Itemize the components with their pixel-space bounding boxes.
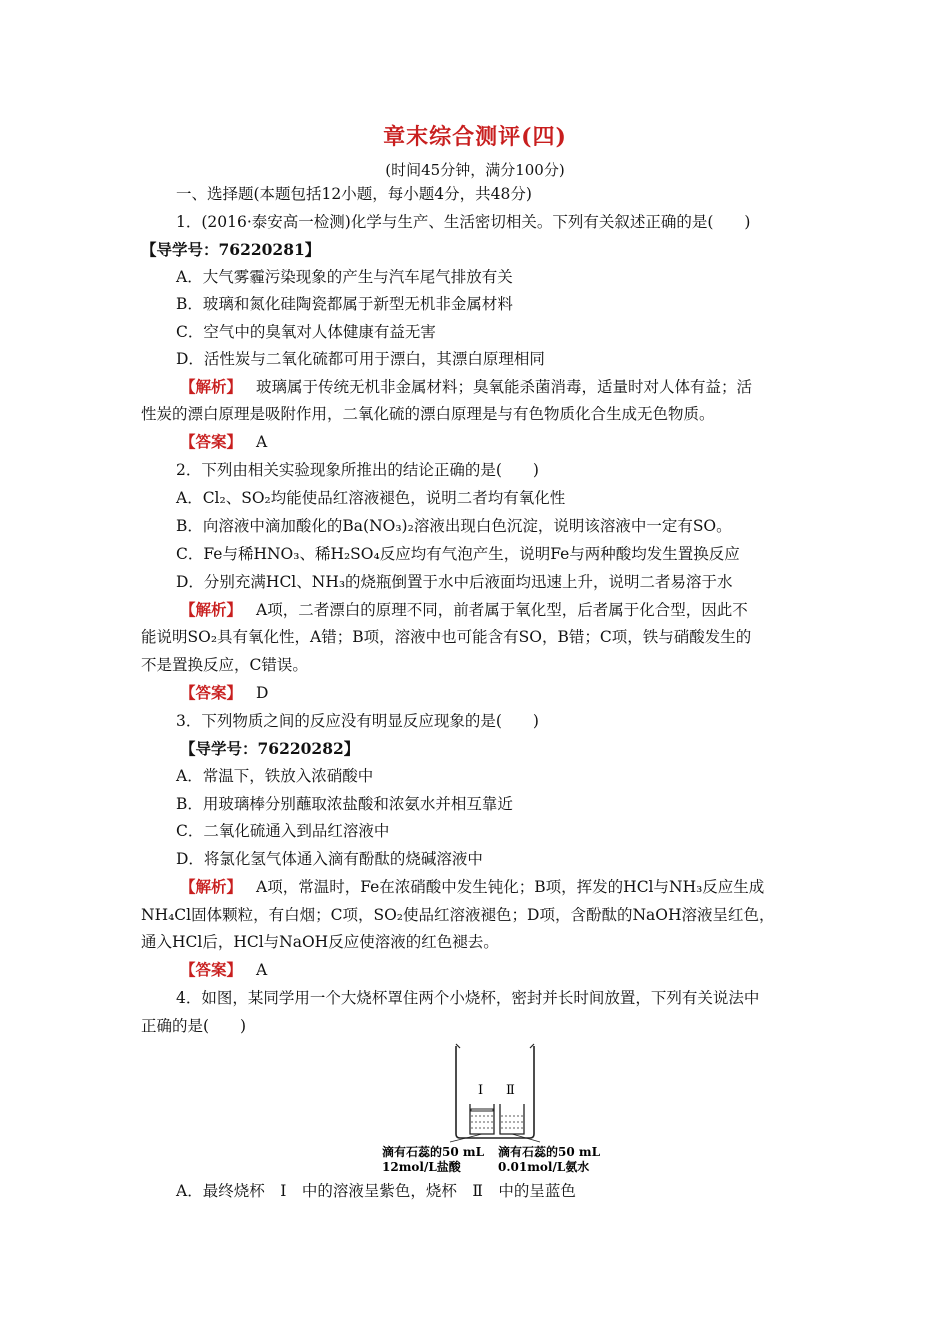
question-2-option-d: D．分别充满HCl、NH₃的烧瓶倒置于水中后液面均迅速上升，说明二者易溶于水 — [176, 573, 733, 591]
question-1-stem: 1．(2016·泰安高一检测)化学与生产、生活密切相关。下列有关叙述正确的是( ) — [176, 213, 751, 231]
question-2-analysis-line-1: 【解析】 A项，二者漂白的原理不同，前者属于氧化型，后者属于化合型，因此不 — [180, 600, 748, 619]
question-3-option-d: D．将氯化氢气体通入滴有酚酞的烧碱溶液中 — [176, 850, 483, 868]
question-2-option-a: A．Cl₂、SO₂均能使品红溶液褪色，说明二者均有氧化性 — [176, 489, 566, 507]
beaker-1-caption-line-2: 12mol/L盐酸 — [382, 1160, 461, 1174]
question-3-option-a: A．常温下，铁放入浓硝酸中 — [176, 767, 374, 785]
beaker-2-label: Ⅱ — [506, 1083, 515, 1098]
page-title: 章末综合测评(四) — [383, 124, 567, 150]
question-2-stem: 2．下列由相关实验现象所推出的结论正确的是( ) — [176, 461, 539, 479]
question-1-option-b: B．玻璃和氮化硅陶瓷都属于新型无机非金属材料 — [176, 295, 513, 313]
question-4-stem-line-1: 4．如图，某同学用一个大烧杯罩住两个小烧杯，密封并长时间放置，下列有关说法中 — [176, 989, 760, 1007]
question-2-option-b: B．向溶液中滴加酸化的Ba(NO₃)₂溶液出现白色沉淀，说明该溶液中一定有SO。 — [176, 517, 732, 535]
question-1-analysis-line-1: 【解析】 玻璃属于传统无机非金属材料；臭氧能杀菌消毒，适量时对人体有益；活 — [180, 377, 753, 396]
question-3-analysis-line-3: 通入HCl后，HCl与NaOH反应使溶液的红色褪去。 — [141, 933, 499, 951]
section-heading: 一、选择题(本题包括12小题，每小题4分，共48分) — [176, 185, 532, 203]
question-3-analysis-line-2: NH₄Cl固体颗粒，有白烟；C项，SO₂使品红溶液褪色；D项，含酚酞的NaOH溶液呈红色， — [141, 906, 775, 924]
question-1-option-a: A．大气雾霾污染现象的产生与汽车尾气排放有关 — [176, 268, 513, 286]
answer-tag: 【答案】 — [180, 683, 243, 702]
analysis-tag: 【解析】 — [180, 377, 243, 396]
beaker-1-label: Ⅰ — [478, 1083, 484, 1098]
analysis-tag: 【解析】 — [180, 877, 243, 896]
question-3-option-c: C．二氧化硫通入到品红溶液中 — [176, 822, 390, 840]
question-3-guide-number: 【导学号：76220282】 — [180, 739, 360, 758]
question-2-option-c: C．Fe与稀HNO₃、稀H₂SO₄反应均有气泡产生，说明Fe与两种酸均发生置换反应 — [176, 545, 740, 563]
question-4-stem-line-2: 正确的是( ) — [141, 1017, 247, 1035]
question-1-option-c: C．空气中的臭氧对人体健康有益无害 — [176, 323, 436, 341]
question-1-answer: 【答案】 A — [180, 432, 268, 451]
small-beaker-1 — [470, 1104, 494, 1134]
beaker-figure — [370, 1038, 620, 1178]
analysis-tag: 【解析】 — [180, 600, 243, 619]
question-1-guide-number: 【导学号：76220281】 — [141, 240, 321, 259]
question-3-stem: 3．下列物质之间的反应没有明显反应现象的是( ) — [176, 712, 539, 730]
answer-tag: 【答案】 — [180, 960, 243, 979]
beaker-2-caption-line-1: 滴有石蕊的50 mL — [498, 1145, 601, 1159]
question-1-option-d: D．活性炭与二氧化硫都可用于漂白，其漂白原理相同 — [176, 350, 545, 368]
question-2-answer: 【答案】 D — [180, 683, 269, 702]
small-beaker-2 — [500, 1104, 524, 1134]
question-2-analysis-line-3: 不是置换反应，C错误。 — [141, 656, 308, 674]
question-1-analysis-line-2: 性炭的漂白原理是吸附作用，二氧化硫的漂白原理是与有色物质化合生成无色物质。 — [141, 405, 715, 423]
question-3-analysis-line-1: 【解析】 A项，常温时，Fe在浓硝酸中发生钝化；B项，挥发的HCl与NH₃反应生成 — [180, 877, 765, 896]
question-3-option-b: B．用玻璃棒分别蘸取浓盐酸和浓氨水并相互靠近 — [176, 795, 513, 813]
page-subtitle: (时间45分钟，满分100分) — [385, 161, 565, 179]
beaker-2-caption-line-2: 0.01mol/L氨水 — [498, 1160, 590, 1174]
large-beaker — [456, 1046, 534, 1138]
question-3-answer: 【答案】 A — [180, 960, 268, 979]
answer-tag: 【答案】 — [180, 432, 243, 451]
question-4-option-a: A．最终烧杯 Ⅰ 中的溶液呈紫色，烧杯 Ⅱ 中的呈蓝色 — [176, 1182, 576, 1200]
beaker-1-caption-line-1: 滴有石蕊的50 mL — [382, 1145, 485, 1159]
question-2-analysis-line-2: 能说明SO₂具有氧化性，A错；B项，溶液中也可能含有SO，B错；C项，铁与硝酸发生的 — [141, 628, 752, 646]
